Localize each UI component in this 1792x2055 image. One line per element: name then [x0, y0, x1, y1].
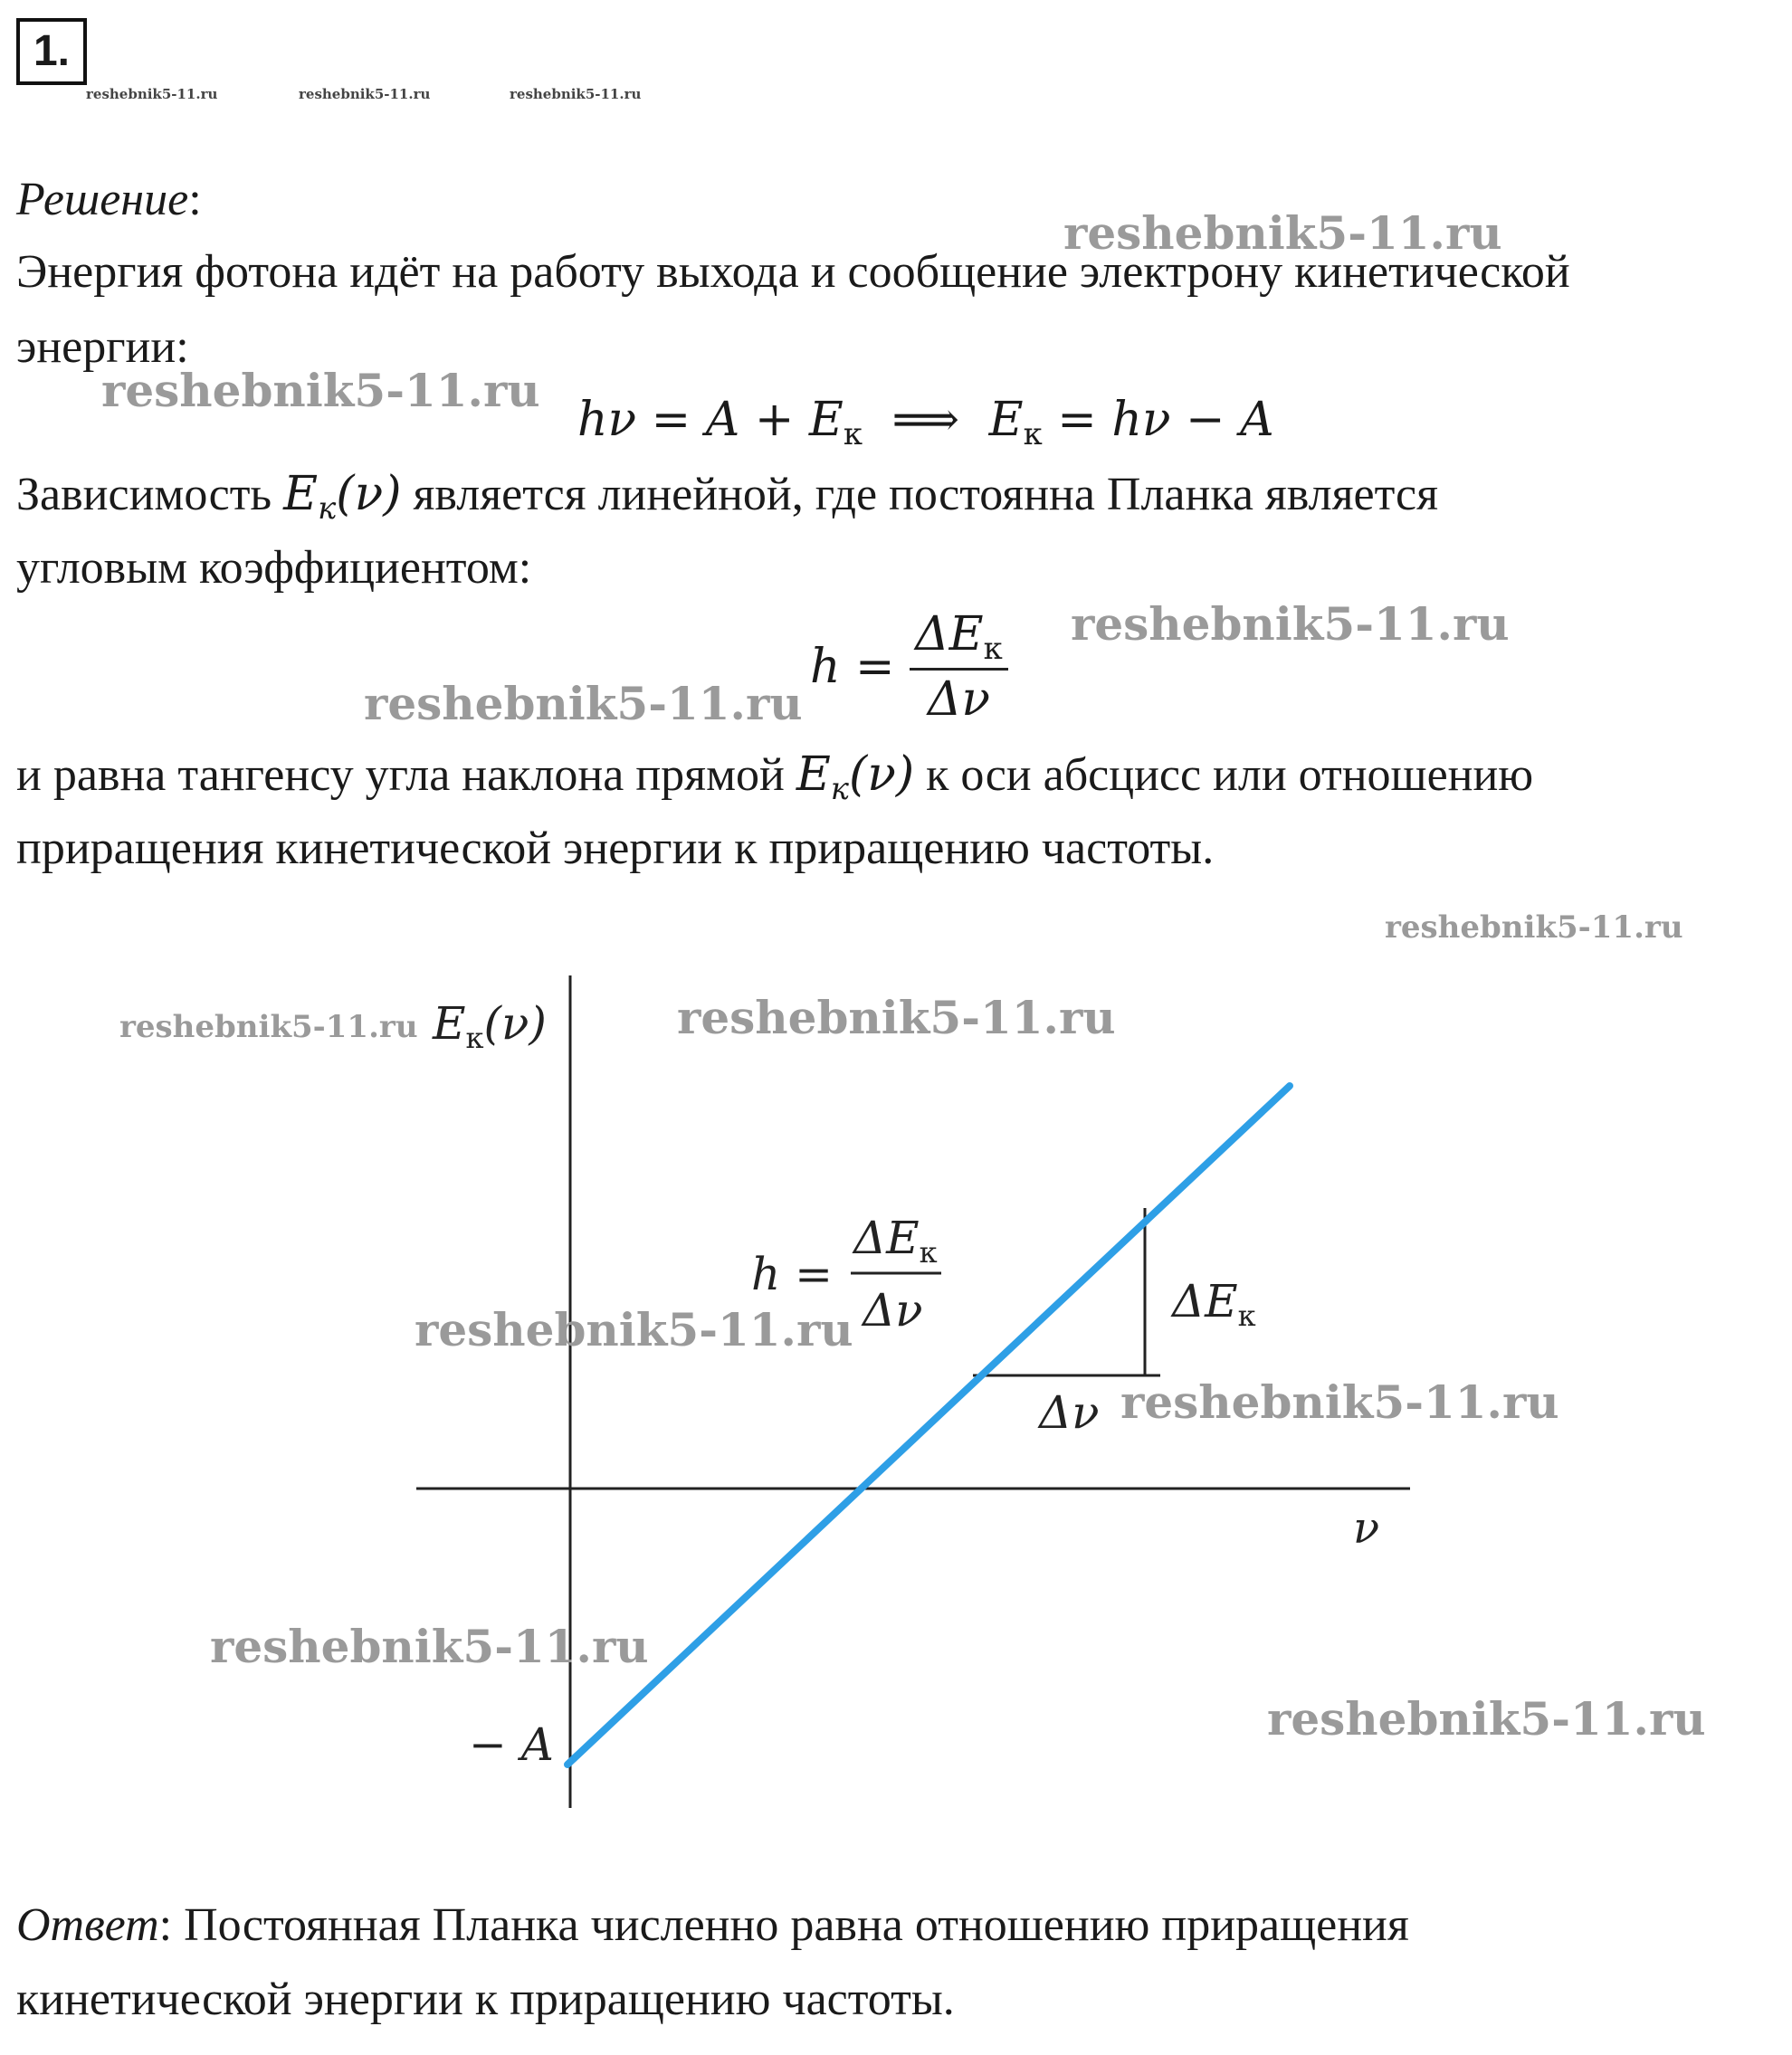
watermark: reshebnik5-11.ru	[1071, 597, 1510, 651]
watermark: reshebnik5-11.ru	[510, 86, 642, 102]
task-number: 1.	[16, 18, 87, 85]
solution-heading: Решение:	[16, 174, 202, 225]
formula-planck-slope: h = $\frac{\Delta E_к}{\Delta\nu}$	[810, 611, 1008, 723]
watermark: reshebnik5-11.ru	[210, 1620, 649, 1673]
graph-formula-numerator: $\Delta E_к$	[853, 1212, 938, 1270]
intercept-label: − A	[469, 1718, 554, 1771]
answer-line-1: Ответ: Постоянная Планка численно равна отношению приращения	[16, 1899, 1409, 1951]
y-axis-label: $E_к(\nu)$	[433, 997, 547, 1055]
delta-e-label: $\Delta E_к$	[1172, 1275, 1256, 1333]
paragraph-3-cont: приращения кинетической энергии к приращению частоты.	[16, 823, 1215, 874]
delta-nu-label: Δν	[1039, 1386, 1100, 1439]
answer-line-2: кинетической энергии к приращению частоты.	[16, 1974, 955, 2025]
watermark: reshebnik5-11.ru	[415, 1303, 853, 1356]
paragraph-3: и равна тангенсу угла наклона прямой $E_к(\nu)$ к оси абсцисс или отношению	[16, 747, 1534, 807]
watermark: reshebnik5-11.ru	[1385, 909, 1683, 946]
watermark: reshebnik5-11.ru	[1120, 1375, 1559, 1429]
graph-formula-h: h =	[751, 1248, 833, 1300]
watermark: reshebnik5-11.ru	[119, 1009, 418, 1045]
paragraph-2: Зависимость $E_к(\nu)$ является линейной, где постоянна Планка является	[16, 467, 1438, 527]
paragraph-1-cont: энергии:	[16, 321, 189, 373]
watermark: reshebnik5-11.ru	[86, 86, 218, 102]
graph-formula-denominator: Δν	[863, 1284, 923, 1337]
paragraph-2-cont: угловым коэффициентом:	[16, 542, 532, 594]
watermark: reshebnik5-11.ru	[1063, 206, 1502, 260]
watermark: reshebnik5-11.ru	[101, 364, 540, 417]
watermark: reshebnik5-11.ru	[677, 991, 1116, 1044]
paragraph-1: Энергия фотона идёт на работу выхода и сообщение электрону кинетической	[16, 246, 1570, 298]
watermark: reshebnik5-11.ru	[299, 86, 431, 102]
x-axis-label: ν	[1353, 1503, 1380, 1554]
watermark: reshebnik5-11.ru	[364, 677, 803, 730]
watermark: reshebnik5-11.ru	[1267, 1692, 1706, 1746]
formula-energy-balance: $h\nu = A + E_к$ ⟹ $E_к = h\nu - A$	[577, 393, 1274, 452]
